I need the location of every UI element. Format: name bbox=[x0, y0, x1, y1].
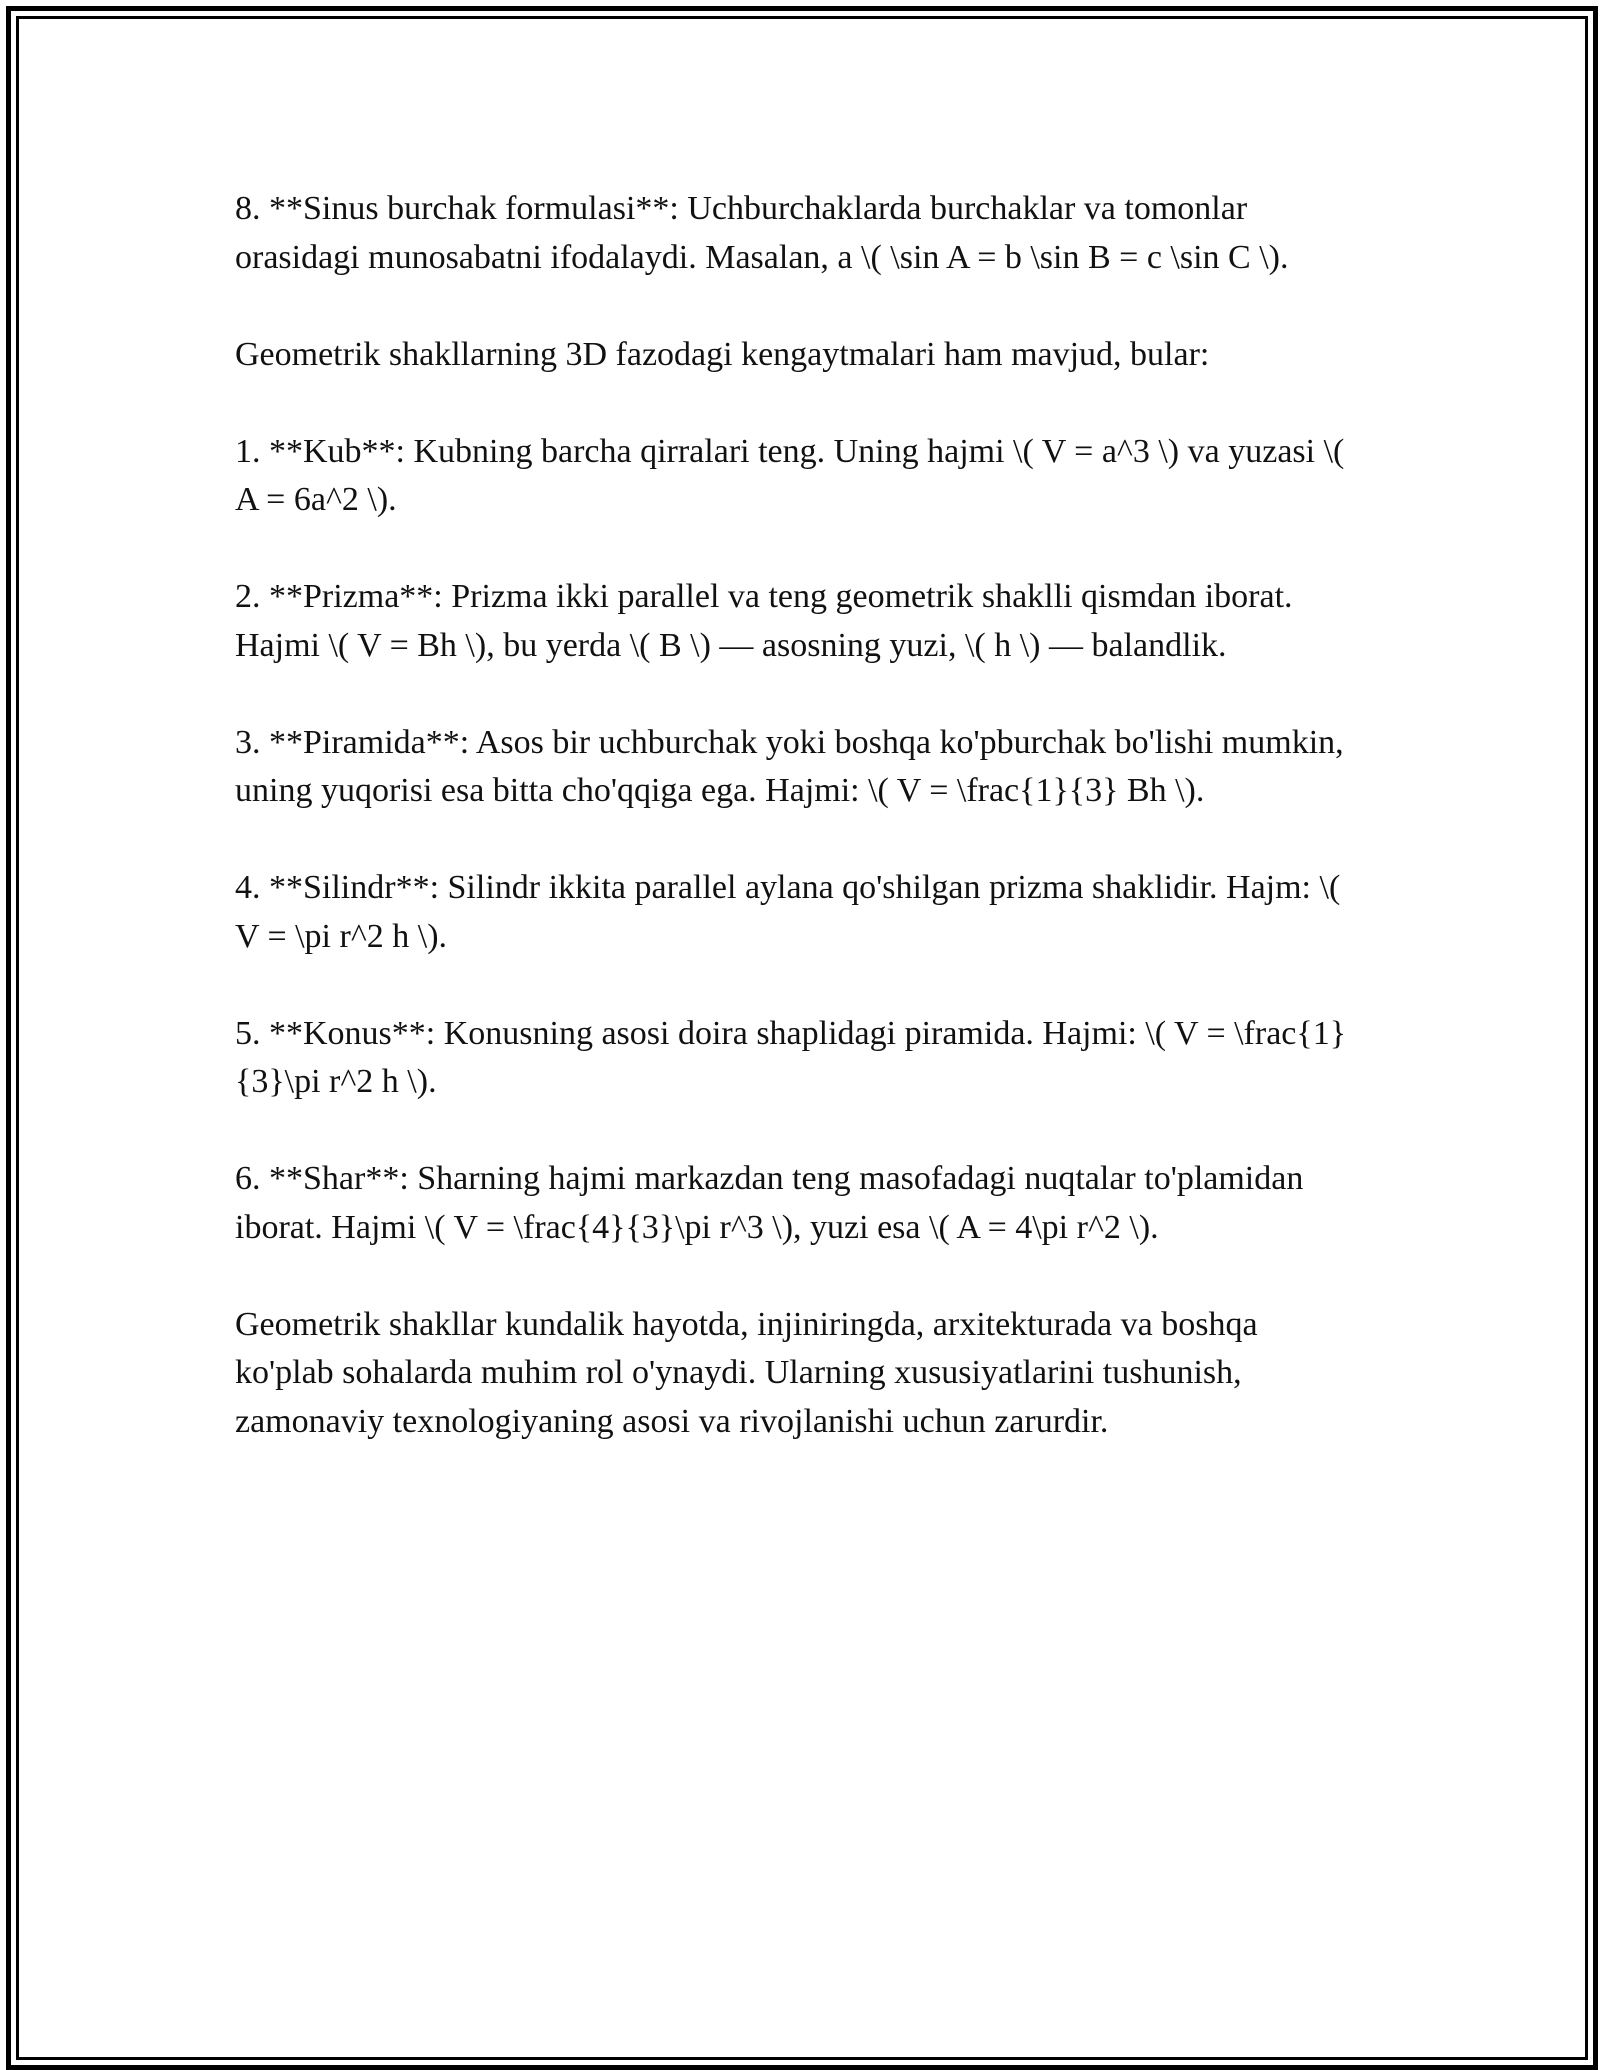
paragraph-cube: 1. **Kub**: Kubning barcha qirralari teng. Uning hajmi \( V = a^3 \) va yuzasi \( A = 6a^2 \). bbox=[235, 432, 1345, 518]
paragraph-prism: 2. **Prizma**: Prizma ikki parallel va teng geometrik shaklli qismdan iborat. Hajmi \( V = Bh \), bu yerda \( B \) — asosning yuzi, \( h \) — balandlik. bbox=[235, 578, 1293, 664]
paragraph-cone: 5. **Konus**: Konusning asosi doira shaplidagi piramida. Hajmi: \( V = \frac{1}{3}\pi r^2 h \). bbox=[235, 1014, 1347, 1100]
paragraph-sphere: 6. **Shar**: Sharning hajmi markazdan teng masofadagi nuqtalar to'plamidan iborat. Hajmi \( V = \frac{4}{3}\pi r^3 \), yuzi esa \( A = 4\pi r^2 \). bbox=[235, 1160, 1304, 1246]
document-body bbox=[235, 185, 1355, 1495]
paragraph-pyramid: 3. **Piramida**: Asos bir uchburchak yoki boshqa ko'pburchak bo'lishi mumkin, uning yuqorisi esa bitta cho'qqiga ega. Hajmi: \( V = \frac{1}{3} Bh \). bbox=[235, 723, 1344, 809]
paragraph-cylinder: 4. **Silindr**: Silindr ikkita parallel aylana qo'shilgan prizma shaklidir. Hajm: \( V = \pi r^2 h \). bbox=[235, 869, 1341, 955]
paragraph-conclusion: Geometrik shakllar kundalik hayotda, injiniringda, arxitekturada va boshqa ko'plab sohalarda muhim rol o'ynaydi. Ularning xususiyatlarini tushunish, zamonaviy texnologiyaning asosi va rivojlanishi uchun zarurdir. bbox=[235, 1305, 1258, 1440]
paragraph-3d-intro: Geometrik shakllarning 3D fazodagi kengaytmalari ham mavjud, bular: bbox=[235, 335, 1210, 373]
paragraph-sine-formula: 8. **Sinus burchak formulasi**: Uchburchaklarda burchaklar va tomonlar orasidagi munosabatni ifodalaydi. Masalan, a \( \sin A = b \sin B = c \sin C \). bbox=[235, 190, 1289, 276]
